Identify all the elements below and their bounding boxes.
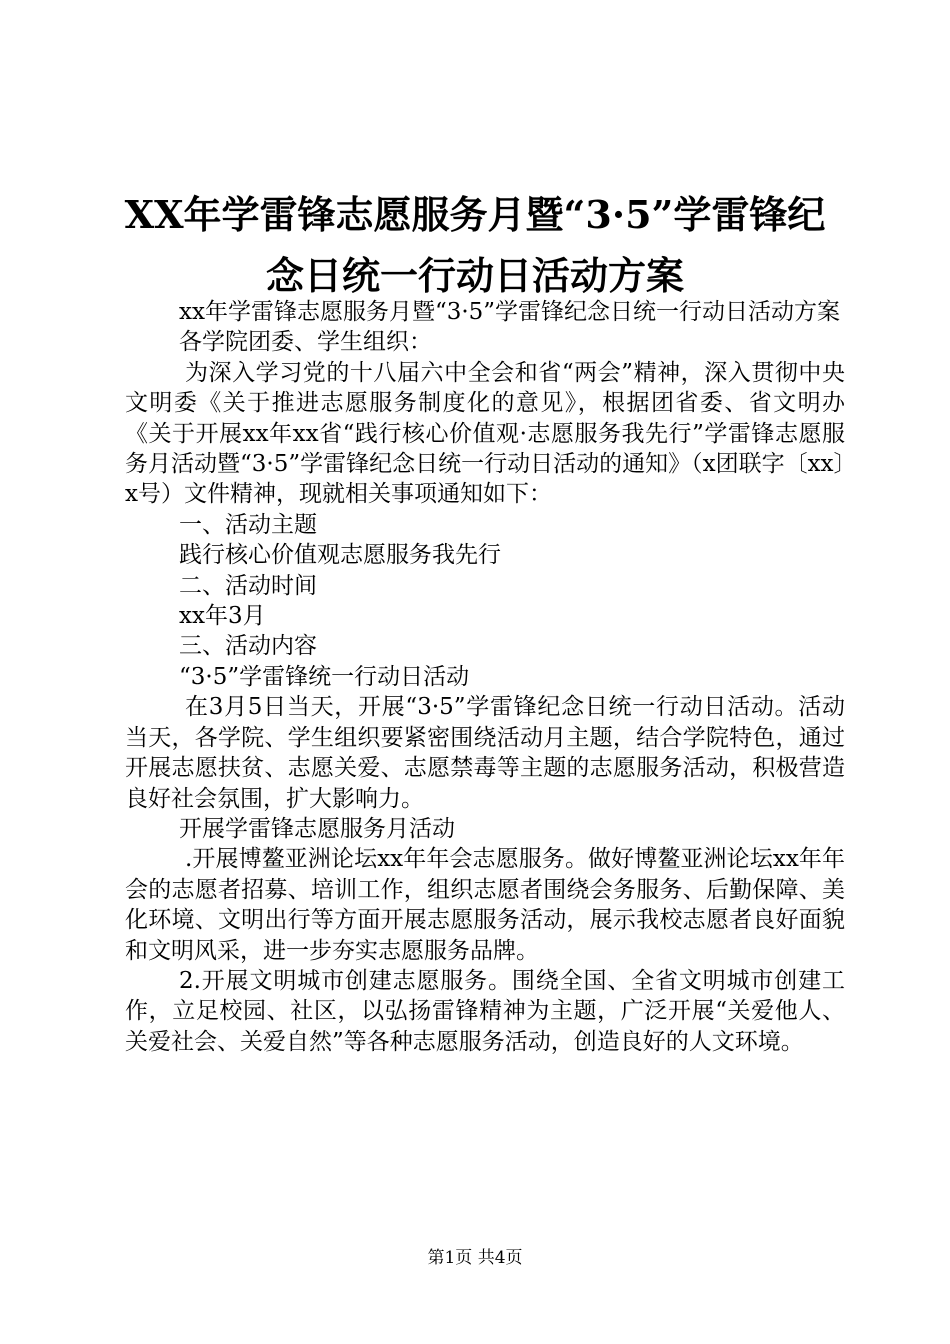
paragraph-civilized-city: 2.开展文明城市创建志愿服务。围绕全国、全省文明城市创建工作，立足校园、社区，以弘扬雷锋精神为主题，广泛开展“关爱他人、关爱社会、关爱自然”等各种志愿服务活动，创造良好的人文环境。 bbox=[125, 967, 845, 1055]
page-footer: 第1页 共4页 bbox=[427, 1248, 523, 1268]
paragraph-theme: 践行核心价值观志愿服务我先行 bbox=[179, 542, 501, 569]
paragraph-boao-forum: .开展博鳌亚洲论坛xx年年会志愿服务。做好博鳌亚洲论坛xx年年会的志愿者招募、培训工作，组织志愿者围绕会务服务、后勤保障、美化环境、文明出行等方面开展志愿服务活动，展示我校志愿者良好面貌和文明风采，进一步夯实志愿服务品牌。 bbox=[125, 846, 845, 964]
document-body bbox=[125, 297, 845, 1057]
paragraph-intro: 为深入学习党的十八届六中全会和省“两会”精神，深入贯彻中央文明委《关于推进志愿服务制度化的意见》，根据团省委、省文明办《关于开展xx年xx省“践行核心价值观·志愿服务我先行”学雷锋志愿服务月活动暨“3·5”学雷锋纪念日统一行动日活动的通知》（x团联字〔xx〕x号）文件精神，现就相关事项通知如下： bbox=[125, 359, 846, 508]
subheading-service-month: 开展学雷锋志愿服务月活动 bbox=[179, 815, 455, 842]
subheading-action-day: “3·5”学雷锋统一行动日活动 bbox=[179, 663, 470, 690]
document-title-line-1: XX年学雷锋志愿服务月暨“3·5”学雷锋纪 bbox=[124, 192, 826, 237]
paragraph-heading-repeat: xx年学雷锋志愿服务月暨“3·5”学雷锋纪念日统一行动日活动方案 bbox=[179, 299, 841, 325]
section-heading-content: 三、活动内容 bbox=[179, 633, 317, 660]
document-title-line-2: 念日统一行动日活动方案 bbox=[265, 253, 684, 298]
section-heading-theme: 一、活动主题 bbox=[179, 511, 317, 538]
paragraph-time: xx年3月 bbox=[179, 603, 266, 630]
section-heading-time: 二、活动时间 bbox=[179, 572, 317, 599]
paragraph-salutation: 各学院团委、学生组织： bbox=[179, 329, 432, 356]
paragraph-action-day: 在3月5日当天，开展“3·5”学雷锋纪念日统一行动日活动。活动当天，各学院、学生组织要紧密围绕活动月主题，结合学院特色，通过开展志愿扶贫、志愿关爱、志愿禁毒等主题的志愿服务活动，积极营造良好社会氛围，扩大影响力。 bbox=[125, 694, 845, 812]
